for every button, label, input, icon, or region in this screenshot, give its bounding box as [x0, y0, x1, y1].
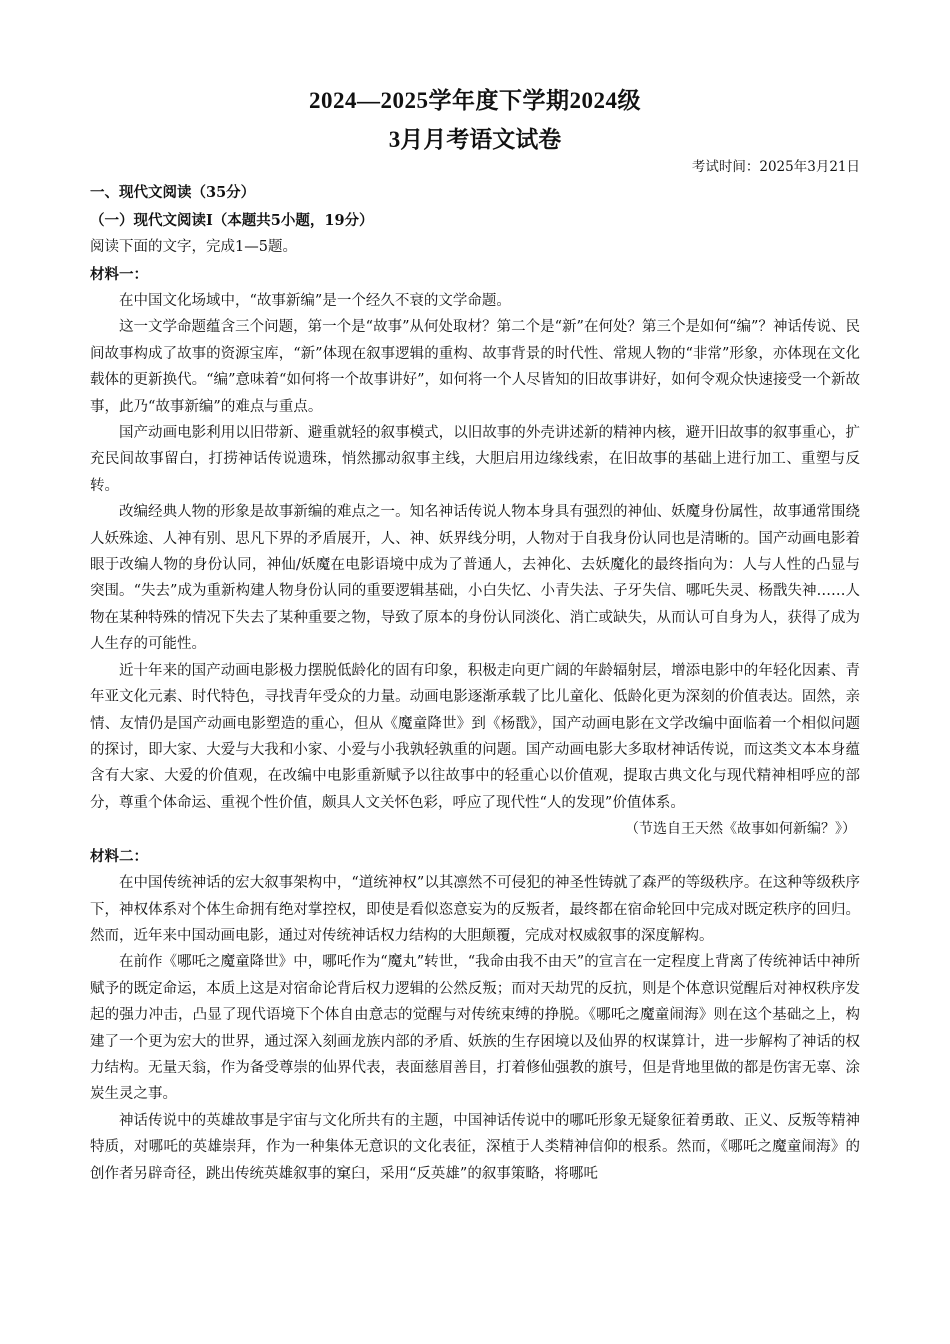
exam-title-line2: 3月月考语文试卷: [388, 127, 562, 152]
section-heading: 一、现代文阅读（35分）: [90, 184, 256, 201]
material1-paragraph: 在中国文化场域中，“故事新编”是一个经久不衰的文学命题。: [119, 293, 511, 309]
material2-paragraph: 神话传说中的英雄故事是宇宙与文化所共有的主题，中国神话传说中的哪吒形象无疑象征着勇敢、正义、反叛等精神特质，对哪吒的英雄崇拜，作为一种集体无意识的文化表征，深植于人类精神信仰的根系。然而，《哪吒之魔童闹海》的创作者另辟奇径，跳出传统英雄叙事的窠臼，采用“反英雄”的叙事策略，将哪吒: [90, 1112, 860, 1182]
material1-paragraph: 国产动画电影利用以旧带新、避重就轻的叙事模式，以旧故事的外壳讲述新的精神内核，避开旧故事的叙事重心，扩充民间故事留白，打捞神话传说遗珠，悄然挪动叙事主线，大胆启用边缘线索，在旧故事的基础上进行加工、重塑与反转。: [90, 425, 860, 494]
exam-time: 考试时间：2025年3月21日: [691, 159, 860, 175]
material2-paragraph: 在中国传统神话的宏大叙事架构中，“道统神权”以其凛然不可侵犯的神圣性铸就了森严的等级秩序。在这种等级秩序下，神权体系对个体生命拥有绝对掌控权，即使是看似恣意妄为的反叛者，最终都在宿命轮回中完成对既定秩序的回归。然而，近年来中国动画电影，通过对传统神话权力结构的大胆颠覆，完成对权威叙事的深度解构。: [90, 875, 860, 944]
material1-source: （节选自王天然《故事如何新编？》）: [625, 821, 856, 838]
material1-label: 材料一：: [90, 266, 148, 283]
material2-label: 材料二：: [90, 848, 148, 866]
sub-section-heading: （一）现代文阅读Ⅰ（本题共5小题，19分）: [90, 212, 374, 229]
material1-paragraph: 这一文学命题蕴含三个问题，第一个是“故事”从何处取材？第二个是“新”在何处？第三个是如何“编”？神话传说、民间故事构成了故事的资源宝库，“新”体现在叙事逻辑的重构、故事背景的时代性、常规人物的“非常”形象，亦体现在文化载体的更新换代。“编”意味着“如何将一个故事讲好”，如何将一个人尽皆知的旧故事讲好，如何令观众快速接受一个新故事，此乃“故事新编”的难点与重点。: [90, 319, 860, 415]
material1-paragraph: 改编经典人物的形象是故事新编的难点之一。知名神话传说人物本身具有强烈的神仙、妖魔身份属性，故事通常围绕人妖殊途、人神有别、思凡下界的矛盾展开，人、神、妖界线分明，人物对于自我身份认同也是清晰的。国产动画电影着眼于改编人物的身份认同，神仙/妖魔在电影语境中成为了普通人，去神化、去妖魔化的最终指向为：人与人性的凸显与突围。“失去”成为重新构建人物身份认同的重要逻辑基础，小白失忆、小青失法、子牙失信、哪吒失灵、杨戬失神……人物在某种特殊的情况下失去了某种重要之物，导致了原本的身份认同淡化、消亡或缺失，从而认可自身为人，获得了成为人生存的可能性。: [90, 504, 860, 653]
material2-paragraph: 在前作《哪吒之魔童降世》中，哪吒作为“魔丸”转世，“我命由我不由天”的宣言在一定程度上背离了传统神话中神所赋予的既定命运，本质上这是对宿命论背后权力逻辑的公然反叛；而对天劫咒的反抗，则是个体意识觉醒后对神权秩序发起的强力冲击，凸显了现代语境下个体自由意志的觉醒与对传统束缚的挣脱。《哪吒之魔童闹海》则在这个基础之上，构建了一个更为宏大的世界，通过深入刻画龙族内部的矛盾、妖族的生存困境以及仙界的权谋算计，进一步解构了神话的权力结构。无量天翁，作为备受尊崇的仙界代表，表面慈眉善目，打着修仙强教的旗号，但是背地里做的都是伤害无辜、涂炭生灵之事。: [90, 954, 860, 1103]
exam-title-line1: 2024—2025学年度下学期2024级: [309, 88, 641, 113]
instruction: 阅读下面的文字，完成1—5题。: [90, 239, 297, 255]
material1-paragraph: 近十年来的国产动画电影极力摆脱低龄化的固有印象，积极走向更广阔的年龄辐射层，增添电影中的年轻化因素、青年亚文化元素、时代特色，寻找青年受众的力量。动画电影逐渐承载了比儿童化、低龄化更为深刻的价值表达。固然，亲情、友情仍是国产动画电影塑造的重心，但从《魔童降世》到《杨戬》，国产动画电影在文学改编中面临着一个相似问题的探讨，即大家、大爱与大我和小家、小爱与小我孰轻孰重的问题。国产动画电影大多取材神话传说，而这类文本本身蕴含有大家、大爱的价值观，在改编中电影重新赋予以往故事中的轻重心以价值观，提取古典文化与现代精神相呼应的部分，尊重个体命运、重视个性价值，颇具人文关怀色彩，呼应了现代性“人的发现”价值体系。: [90, 662, 860, 811]
